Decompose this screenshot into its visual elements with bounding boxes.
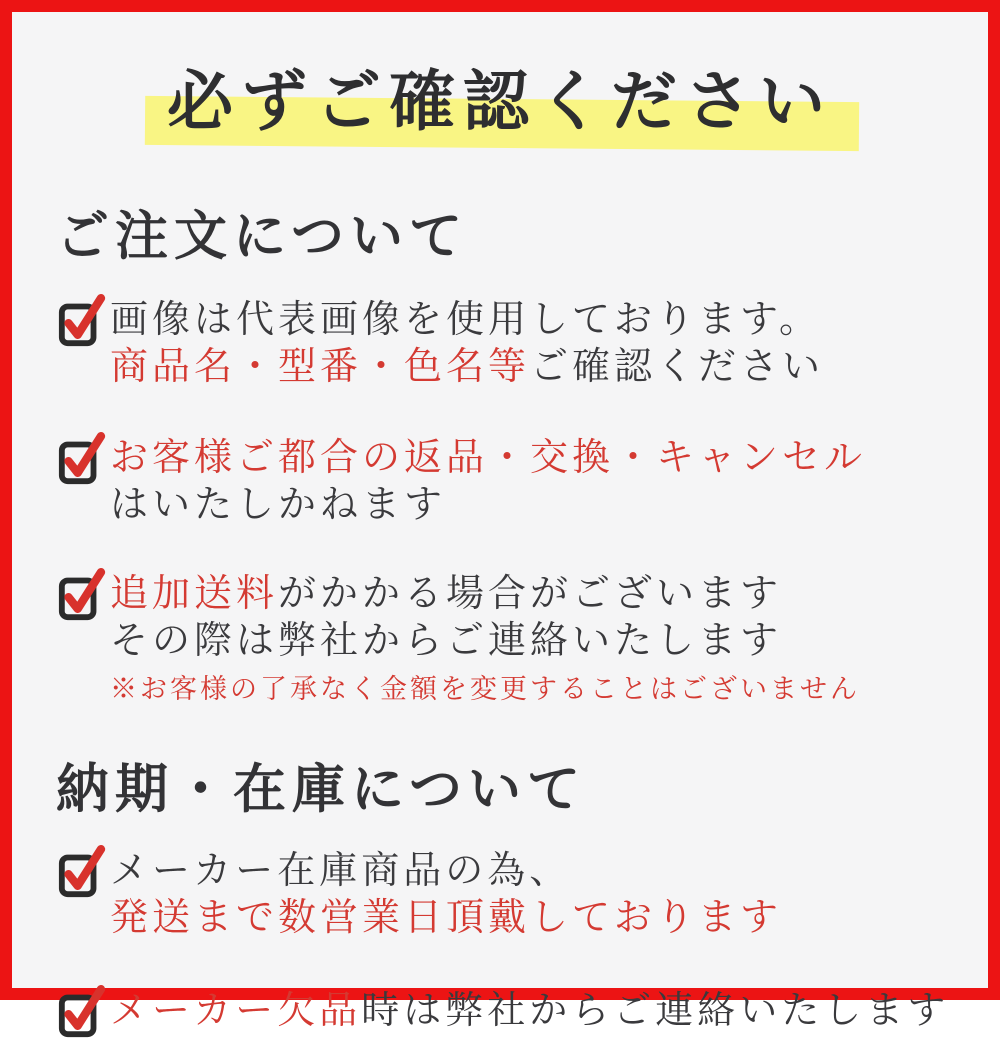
item-line-text: 画像は代表画像を使用しております。 — [110, 297, 821, 341]
item-line-emphasis: 発送まで数営業日頂戴しております — [110, 895, 783, 939]
item-line-text: 時は弊社からご連絡いたします — [361, 988, 950, 1032]
item-line-emphasis: お客様ご都合の返品・交換・キャンセル — [110, 435, 867, 479]
item-line — [110, 434, 952, 481]
item-line — [110, 296, 952, 343]
item-line — [110, 481, 952, 528]
list-item-representative-image — [56, 296, 952, 390]
item-text — [110, 296, 952, 390]
checkbox-check-icon — [56, 426, 106, 488]
item-line-text: その際は弊社からご連絡いたします — [110, 618, 783, 662]
item-line-emphasis: 商品名・型番・色名等 — [110, 344, 531, 388]
item-line-text: がかかる場合がございます — [278, 571, 783, 615]
item-line — [110, 617, 952, 664]
item-footnote: ※お客様の了承なく金額を変更することはございません — [110, 674, 860, 705]
item-line-text: メーカー在庫商品の為、 — [110, 848, 572, 892]
item-text — [110, 987, 952, 1034]
checkbox-check-icon — [56, 839, 106, 901]
item-line-text: はいたしかねます — [110, 482, 447, 526]
checkbox-check-icon — [56, 288, 106, 350]
title-row — [12, 48, 988, 148]
checkbox-check-icon — [56, 562, 106, 624]
item-text — [110, 847, 952, 941]
checkbox-check-icon — [56, 979, 106, 1041]
section-heading-orders: ご注文について — [56, 205, 468, 267]
item-line-text: ご確認ください — [530, 344, 825, 388]
notice-content — [12, 194, 988, 1041]
item-text — [110, 570, 952, 707]
page-title: 必ずご確認ください — [167, 62, 833, 140]
section-heading-delivery: 納期・在庫について — [56, 758, 586, 820]
item-line — [110, 847, 952, 894]
list-item-extra-shipping — [56, 570, 952, 707]
item-text — [110, 434, 952, 528]
list-item-maker-shortage — [56, 987, 952, 1041]
item-line-emphasis: 追加送料 — [110, 571, 279, 615]
item-line-emphasis: メーカー欠品 — [110, 988, 362, 1032]
list-item-maker-stock — [56, 847, 952, 941]
item-line — [110, 987, 952, 1034]
page-title-wrap — [161, 48, 839, 143]
item-line — [110, 570, 952, 617]
item-line — [110, 894, 952, 941]
list-item-returns — [56, 434, 952, 528]
item-line — [110, 343, 952, 390]
